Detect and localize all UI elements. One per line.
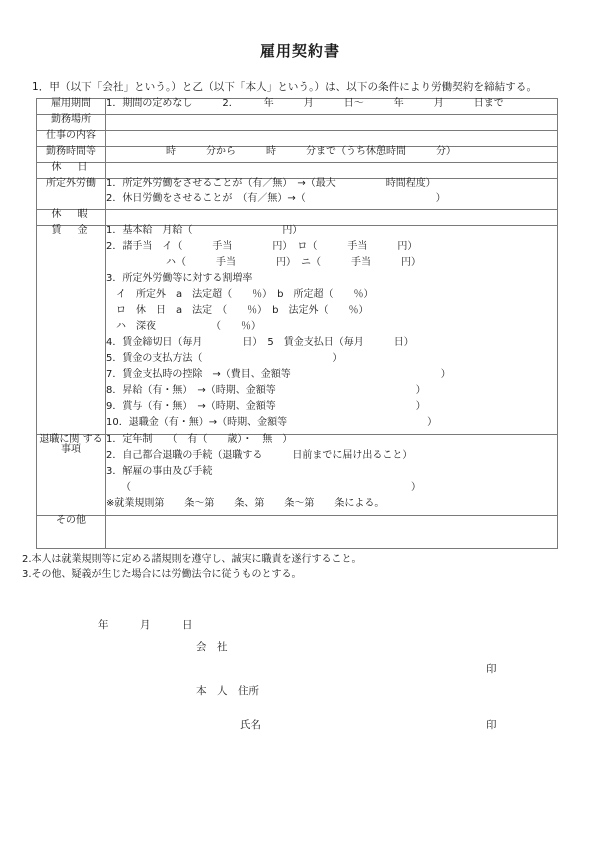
company-seal-marker: 印 [486,662,497,675]
row-value-retirement [106,434,558,515]
row-value-other[interactable] [106,515,558,548]
table-row-wages [37,225,558,434]
field-line[interactable]: 2．諸手当 イ（ 手当 円） ロ（ 手当 円） [106,240,418,252]
row-label-overtime: 所定外労働 [37,178,106,209]
table-row-working-hours [37,146,558,162]
field-line[interactable]: 8．昇給（有・無） →（時期、金額等 ） [106,384,426,396]
row-label-job-description: 仕事の内容 [37,130,106,146]
field-line[interactable] [106,131,557,146]
row-value-employment-period [106,98,558,114]
row-label-retirement-line1: 退職に関 する事項 [39,433,103,455]
field-line[interactable]: ※就業規則第 条～第 条、第 条～第 条による。 [106,497,385,509]
row-value-job-description[interactable] [106,130,558,146]
field-line[interactable]: 5．賃金の支払方法（ ） [106,352,343,364]
table-row-holidays [37,162,558,178]
field-line[interactable] [106,163,557,178]
row-value-holidays[interactable] [106,162,558,178]
field-line[interactable]: 時 分から 時 分まで（うち休憩時間 分） [106,145,456,157]
table-row-overtime [37,178,558,209]
field-line: 3．所定外労働等に対する割増率 [106,272,253,284]
table-row-employment-period [37,98,558,114]
signature-date-line[interactable]: 年 月 日 [98,618,193,631]
field-line[interactable]: 2．自己都合退職の手続（退職する 日前までに届け出ること） [106,449,413,461]
field-line: 3．解雇の事由及び手続 [106,465,213,477]
field-line[interactable]: 1．定年制 （ 有（ 歳）・ 無 ） [106,433,293,445]
field-line[interactable]: 1．基本給 月給（ 円） [106,224,303,236]
field-line[interactable] [106,516,557,532]
field-line[interactable]: （ ） [106,481,421,493]
footer-note-3: 3.その他、疑義が生じた場合には労働法令に従うものとする。 [22,569,302,580]
field-line[interactable]: ハ（ 手当 円） ニ（ 手当 円） [106,256,421,268]
field-line[interactable]: 9．賞与（有・無） →（時期、金額等 ） [106,400,426,412]
signature-person-address-label: 本 人 住所 [196,684,259,697]
field-line[interactable] [106,532,557,548]
person-seal-marker: 印 [486,718,497,731]
field-line[interactable]: 4．賃金締切日（毎月 日） 5 賃金支払日（毎月 日） [106,336,414,348]
row-label-holidays: 休 日 [37,162,106,178]
field-line[interactable]: 1．期間の定めなし 2． 年 月 日～ 年 月 日まで [106,97,504,109]
field-line[interactable]: 7．賃金支払時の控除 →（費目、金額等 ） [106,368,451,380]
row-value-overtime [106,178,558,209]
row-value-wages [106,225,558,434]
row-label-wages: 賃 金 [37,225,106,434]
signature-name-label: 氏名 [240,718,261,731]
intro-clause: 1．甲（以下「会社」という。）と乙（以下「本人」という。）は、以下の条件により労働契約を締結する。 [32,80,538,93]
field-line[interactable]: ハ 深夜 （ ％） [106,320,261,332]
field-line[interactable]: 1．所定外労働をさせることが（有／無） →（最大 時間程度） [106,177,436,189]
footer-note-2: 2.本人は就業規則等に定める諸規則を遵守し、誠実に職責を遂行すること。 [22,553,362,565]
table-row-workplace [37,114,558,130]
footer-notes [22,552,600,583]
row-label-employment-period: 雇用期間 [37,98,106,114]
row-label-retirement [37,434,106,515]
row-label-other: その他 [37,515,106,548]
row-value-working-hours [106,146,558,162]
page-title: 雇用契約書 [259,42,340,60]
table-row-retirement [37,434,558,515]
table-row-leave [37,209,558,225]
row-label-workplace: 勤務場所 [37,114,106,130]
row-value-leave[interactable] [106,209,558,225]
signature-company-label: 会 社 [196,640,228,653]
field-line[interactable]: 10．退職金（有・無）→（時期、金額等 ） [106,416,438,428]
field-line[interactable]: 2．休日労働をさせることが （有／無）→（ ） [106,192,446,204]
field-line[interactable]: イ 所定外 a 法定超（ ％） b 所定超（ ％） [106,288,374,300]
table-row-other [37,515,558,548]
table-row-job-description [37,130,558,146]
row-label-leave: 休 暇 [37,209,106,225]
contract-table [36,98,558,549]
field-line[interactable] [106,115,557,130]
signature-block [0,605,600,731]
row-value-workplace[interactable] [106,114,558,130]
field-line[interactable]: ロ 休 日 a 法定 （ ％） b 法定外（ ％） [106,304,369,316]
field-line[interactable] [106,210,557,225]
row-label-working-hours: 勤務時間等 [37,146,106,162]
